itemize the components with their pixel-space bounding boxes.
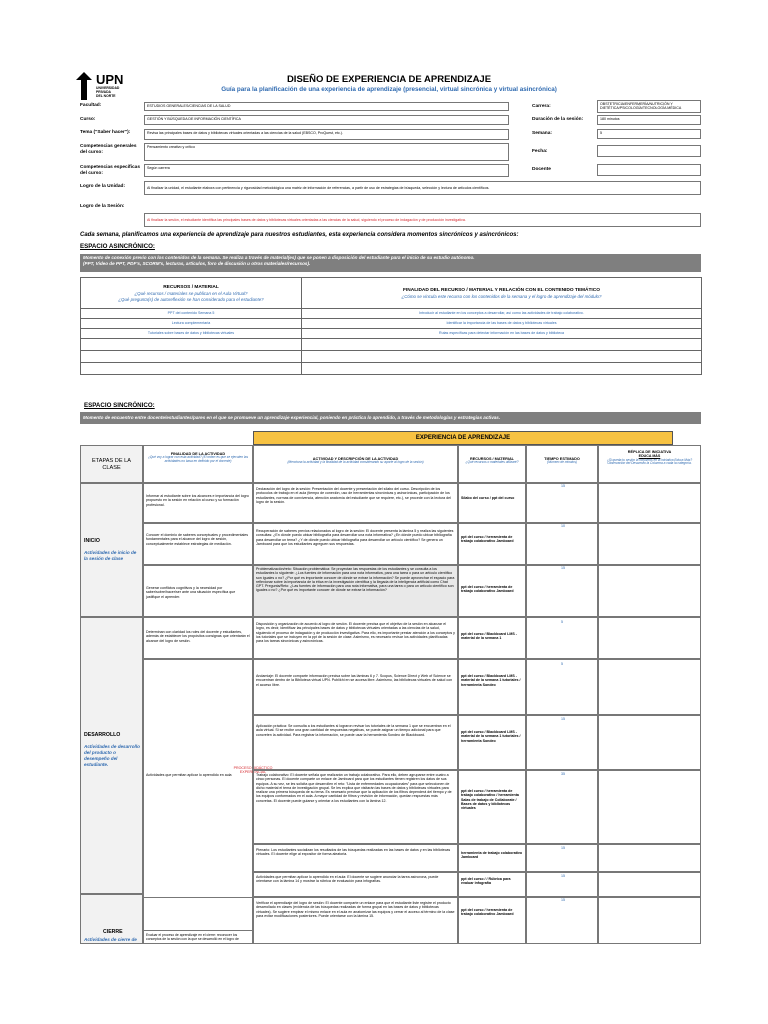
- asinc-recurso-2: Lectura complementaria: [81, 319, 302, 329]
- replica-header-sub: EDUCA MÁS: [638, 454, 661, 459]
- etapas-header: ETAPAS DE LA CLASE: [80, 445, 143, 483]
- comp-gen-label: Competencias generales del curso:: [80, 144, 137, 155]
- asinc-recurso-1: PPT del contenido Semana 5: [81, 309, 302, 319]
- recursos-header: [458, 445, 526, 483]
- tiempo-header: [526, 445, 598, 483]
- tema-label: Tema ("Saber hacer"):: [80, 130, 131, 135]
- replica-header-title: RÉPLICA DE INICIATIVA: [627, 450, 672, 454]
- row8-recursos: herramienta de trabajo colaborativo Jamboard: [458, 844, 526, 872]
- asinc-finalidad-3: Rutas específicas para detectar información en las bases de datos y biblioteca: [302, 329, 702, 339]
- docente-label: Docente: [532, 167, 551, 172]
- asinc-finalidad-5: [302, 351, 702, 363]
- cierre-label: CIERRE: [103, 929, 123, 935]
- cierre-sub: Actividades de cierre de: [84, 937, 137, 942]
- row6-recursos: ppt del curso / Blackboard LMS - material de la semana 1 tutoriales / herramienta Sondeo: [458, 715, 526, 770]
- row9-actividad: Actividades que permitan aplicar lo aprendido en el aula: El docente se sugiere anunciar la tarea asíncrona, puede orientarse con la lámina 14 y mostrar la rúbrica de evaluación para infografías.: [253, 872, 458, 897]
- asinc-finalidad-2: Identificar la importancia de las bases de datos y bibliotecas virtuales: [302, 319, 702, 329]
- asinc-finalidad-6: [302, 363, 702, 375]
- row6-finalidad: Actividades que permitan aplicar lo aprendido en aula: [146, 773, 232, 777]
- semana-field[interactable]: 5: [597, 129, 701, 139]
- row8-replica[interactable]: [598, 844, 701, 872]
- row2-finalidad: Conocer el dominio de saberes conceptuales y procedimentales fundamentales para el alcance del logro de sesión, conceptualmente establece estrategias de mediación.: [143, 523, 253, 565]
- finalidad-header: [143, 445, 253, 483]
- row2-replica[interactable]: [598, 523, 701, 565]
- row1-tiempo: 15: [561, 484, 565, 488]
- intro-text: Cada semana, planificamos una experiencia de aprendizaje para nuestros estudiantes, esta experiencia considera momentos sincrónicos y asincrónicos:: [80, 232, 519, 238]
- docente-field[interactable]: [597, 164, 701, 176]
- logro-unidad-label: Logro de la Unidad:: [80, 184, 126, 189]
- replica-header: [598, 445, 701, 483]
- row1-finalidad: Informar al estudiante sobre los alcances e importancia del logro propuesto en la sesión en relación al curso y su formación profesional.: [143, 483, 253, 523]
- comp-esp-field[interactable]: Según carrera: [144, 164, 509, 177]
- sinc-band: Momento de encuentro entre docente/estudiantes/pares en el que se promueve un aprendizaje experiencial, poniendo en práctica lo aprendido, a través de metodologías y estrategias activas.: [80, 412, 701, 424]
- row10-finalidad: Evaluar el proceso de aprendizaje en el cierre: reconocer los conceptos de la sesión con la que se desarrolló en el logro de: [143, 897, 253, 944]
- row1-actividad: Declaración del logro de la sesión: Presentación del docente y presentación del sílabo del curso. Descripción de los protocolos de trabajo en el aula (tiempo de conexión, uso de herramientas sincrónicas y asincrónicas, participación de los estudiantes, normas de convivencia, atención anatomía del estudiante que se requiere, etc.), se procede con la lectura del logro de la sesión.: [253, 483, 458, 523]
- row7-tiempo: 35: [561, 772, 565, 776]
- facultad-label: Facultad:: [80, 103, 102, 108]
- actividad-header: [253, 445, 458, 483]
- carrera-label: Carrera:: [532, 104, 551, 109]
- experiencia-header: EXPERIENCIA DE APRENDIZAJE: [253, 431, 673, 445]
- tiempo-header-title: TIEMPO ESTIMADO: [544, 457, 580, 461]
- fecha-field[interactable]: [597, 145, 701, 157]
- inicio-label: INICIO: [84, 538, 100, 544]
- curso-label: Curso:: [80, 117, 96, 122]
- asinc-band: [80, 254, 701, 272]
- row4-tiempo-cell[interactable]: [526, 617, 598, 659]
- logro-sesion-label: Logro de la Sesión:: [80, 204, 125, 209]
- asinc-title: ESPACIO ASINCRÓNICO:: [80, 243, 155, 250]
- row10-tiempo-cell[interactable]: [526, 897, 598, 944]
- inicio-sub: Actividades de inicio de la sesión de clase: [84, 550, 137, 561]
- row10-tiempo: 15: [561, 898, 565, 902]
- row9-tiempo-cell[interactable]: [526, 872, 598, 897]
- asinc-col1-q1: ¿Qué recursos / materiales se publican en el Aula Virtual?: [134, 290, 248, 296]
- row7-replica[interactable]: [598, 770, 701, 844]
- row7-actividad: Trabajo colaborativo: El docente señala que realizarán un trabajo colaborativo. Para ello, deben agruparse entre cuatro a cinco personas. El docente comparte un enlace de Jamboard para que los estudiantes tienen registren los datos de sus equipos. A su vez, se les solicita que desarrollen el reto: "Lista de enfermedades ocupacionales" para que seleccionen de dicho material el tema de investigación grupal. Se les explica que visitarán las bases de datos y bibliotecas virtuales para realizar una primera búsqueda de su tema. Es necesario precisar que la aplicación de los filtros dependerá del tiempo y de los equipos conformados en el aula. A mayor cantidad de filtros y revisión de información, quedan respuestas más concretas. El docente puede guiarse y orientar a los estudiantes con la lámina 12.: [253, 770, 458, 844]
- replica-header-sub2: ¿Si queda tu sesión la incluimos en la iniciativa Educa Más? Observación del Desarrollo la Columna a cada la categoría.: [606, 457, 693, 466]
- asinc-col1-header: [81, 278, 302, 309]
- row3-replica[interactable]: [598, 565, 701, 617]
- row2-recursos: ppt del curso / herramienta de trabajo colaborativo Jamboard: [458, 523, 526, 565]
- row4-actividad: Disposición y organización de acuerdo al logro de sesión. El docente precisa que el objetivo de la sesión en alcanzar el logro, es decir, identificar las principales bases de datos y bibliotecas virtuales orientadas a las ciencias de la salud, siguiendo el proceso de indagación y de producción investigativa. Para ello, es importante prestar atención a los conceptos y los tutoriales que se incluyen en la ppt de la sesión de clase. Asimismo, es necesario revisar los actividades planificadas para los tareas sincrónicas y asincrónicas.: [253, 617, 458, 659]
- upn-logo: [74, 70, 134, 102]
- row7-tiempo-cell[interactable]: [526, 770, 598, 844]
- facultad-field[interactable]: ESTUDIOS GENERALES/CIENCIAS DE LA SALUD: [144, 102, 509, 111]
- tema-field[interactable]: Revisa las principales bases de datos y bibliotecas virtuales orientadas a las ciencias de la salud (EBSCO, ProQuest, etc.).: [144, 129, 509, 140]
- svg-text:PRIVADA: PRIVADA: [96, 90, 112, 94]
- logro-unidad-field[interactable]: Al finalizar la unidad, el estudiante elabora con pertinencia y rigurosidad metodológica una matriz de información de referencias, a partir de uso de estrategias de búsqueda, selección y lectura de artículos científicos.: [144, 181, 701, 195]
- desarrollo-sub: Actividades de desarrollo del producto o desempeño del estudiante.: [84, 744, 140, 767]
- row4-recursos: ppt del curso / Blackboard LMS - material de la semana 1: [458, 617, 526, 659]
- row8-tiempo: 15: [561, 846, 565, 850]
- row9-tiempo: 15: [561, 874, 565, 878]
- finalidad-header-sub: ¿Qué voy a lograr con esta actividad? (El orden es que se ejecuten las actividades no basa en definido por el docente): [147, 455, 249, 464]
- etapa-cierre: [80, 894, 143, 944]
- row9-replica[interactable]: [598, 872, 701, 897]
- asinc-finalidad-1: Introducir al estudiante en los conceptos a desarrollar, así como las actividades de trabajo colaborativo.: [302, 309, 702, 319]
- duracion-field[interactable]: 180 minutos: [597, 115, 701, 125]
- row3-tiempo-cell[interactable]: [526, 565, 598, 617]
- actividad-header-sub: (Menciona la actividad y la finalidad de la actividad considerando su aporte al logro de la sesión): [287, 460, 424, 465]
- row4-tiempo: 5: [561, 620, 563, 624]
- asinc-recurso-5: [81, 351, 302, 363]
- row4-finalidad: Determinan con claridad los roles del docente y estudiantes, además de establecer los propósitos consignas que orientarán el alcance del logro de sesión.: [143, 617, 253, 659]
- row2-tiempo: 10: [561, 524, 565, 528]
- svg-text:UPN: UPN: [96, 72, 124, 87]
- asinc-col2-q: ¿Cómo se vincula este recurso con los contenidos de la semana y el logro de aprendizaje del módulo?: [401, 293, 602, 299]
- row6-replica[interactable]: [598, 715, 701, 770]
- row6-actividad: Aplicación práctica: Se consulta a los estudiantes si lograron revisar los tutoriales de la semana 1 que se encuentran en el aula virtual. Si se recibe una gran cantidad de respuestas negativas, se puede asignar un tiempo adicional para que concreten la actividad. Para registrar la información, se puede usar la herramienta Sondeo de Blackboard.: [253, 715, 458, 770]
- recursos-header-title: RECURSOS / MATERIAL: [469, 457, 515, 461]
- actividad-header-title: ACTIVIDAD Y DESCRIPCIÓN DE LA ACTIVIDAD: [312, 457, 399, 461]
- row7-recursos: ppt del curso / herramienta de trabajo colaborativo / herramienta Salas de trabajo de Collaborate / Bases de datos y bibliotecas virtuales: [458, 770, 526, 844]
- row10-actividad: Verificar el aprendizaje del logro de sesión: El docente comparte un enlace para que el estudiante liste registre el producto desarrollado en clases (evidencia de las búsquedas realizadas de forma grupal en las bases de datos y bibliotecas virtuales). Se sugiere emplear el mismo enlace en el aula en anatomizar las equipos y cerrar el acceso al término de la clase para evitar modificaciones posteriores. Puede orientarse con la lámina 15.: [253, 897, 458, 944]
- row5-tiempo-cell[interactable]: [526, 659, 598, 715]
- row3-recursos: ppt del curso / herramienta de trabajo colaborativo Jamboard: [458, 565, 526, 617]
- etapa-desarrollo: [80, 617, 143, 894]
- etapa-inicio: [80, 483, 143, 617]
- row5-replica[interactable]: [598, 659, 701, 715]
- asinc-table: [80, 277, 702, 375]
- proceso-didactico-label: PROCESO DIDÁCTICO EXPERIENCIAL: [233, 766, 273, 775]
- asinc-recurso-6: [81, 363, 302, 375]
- semana-label: Semana:: [532, 131, 552, 136]
- asinc-col1-q2: ¿Qué pregunta(s) de autoreflexión se han considerado para el estudiante?: [118, 296, 264, 302]
- recursos-header-sub: ¿Qué recursos o materiales utilizaré?: [465, 460, 519, 465]
- row1-tiempo-cell[interactable]: [526, 483, 598, 523]
- row10-replica[interactable]: [598, 897, 701, 944]
- duracion-label: Duración de la sesión:: [532, 117, 584, 122]
- asinc-col1-head: RECURSOS / MATERIAL: [163, 284, 219, 290]
- row4-replica[interactable]: [598, 617, 701, 659]
- curso-field[interactable]: GESTIÓN Y BÚSQUEDA DE INFORMACIÓN CIENTÍFICA: [144, 115, 509, 125]
- document-subtitle: Guía para la planificación de una experiencia de aprendizaje (presencial, virtual sincrónica y virtual asincrónica): [221, 86, 557, 93]
- logro-sesion-field[interactable]: Al finalizar la sesión, el estudiante identifica las principales bases de datos y bibliotecas virtuales orientadas a las ciencias de la salud, siguiendo el proceso de indagación y de producción investigativa.: [144, 213, 701, 227]
- row1-recursos: Sílabo del curso / ppt del curso: [458, 483, 526, 523]
- row9-recursos: ppt del curso / / Rúbrica para evaluar infografía: [458, 872, 526, 897]
- asinc-recurso-4: [81, 339, 302, 351]
- fecha-label: Fecha:: [532, 149, 548, 154]
- row3-tiempo: 15: [561, 566, 565, 570]
- finalidad-header-title: FINALIDAD DE LA ACTIVIDAD: [170, 452, 226, 456]
- row2-actividad: Recuperación de saberes previos relacionados al logro de la sesión: El docente presenta la lámina 5 y realiza las siguientes consultas: ¿En dónde puedo ubicar bibliografía para desarrollar una nota informativa? ¿En dónde puedo ubicar bibliografía para desarrollar un tema? ¿Y de dónde puedo ubicar bibliografía para desarrollar un artículo científico? Se genera un Jamboard para que los estudiantes agreguen sus respuestas.: [253, 523, 458, 565]
- svg-text:UNIVERSIDAD: UNIVERSIDAD: [96, 86, 120, 90]
- upn-logo-icon: [74, 70, 134, 102]
- comp-gen-field[interactable]: Pensamiento creativo y crítico: [144, 143, 509, 161]
- svg-text:DEL NORTE: DEL NORTE: [96, 94, 116, 98]
- row2-tiempo-cell[interactable]: [526, 523, 598, 565]
- asinc-band-line-1: Momento de conexión previo con los contenidos de la semana. Se realiza a través de material(es) que se ponen a disposición del estudiante para el inicio de su estudio autónomo.: [83, 255, 475, 260]
- sinc-title: ESPACIO SINCRÓNICO:: [84, 402, 155, 409]
- row3-actividad: Problematización/reto: Situación problemática: Se proyectan las respuestas de los estudiantes y se consulta a los estudiantes lo siguiente: ¿Los fuentes de información para una nota informativa, para una tarea o para un artículo científico son iguales o no? ¿Por qué es importante conocer de dónde se extrae la información? Se puede aprovechar el espacio para reflexionar sobre la importancia de la ética en la investigación científica y la llegada de la inteligencia artificial como Chat GPT. Pregunta/Reto: ¿Las fuentes de información para una nota informativa, para una tarea o para un artículo científico son iguales o no? ¿Por qué es importante conocer de dónde se extrae la información?: [253, 565, 458, 617]
- row1-replica[interactable]: [598, 483, 701, 523]
- desarrollo-label: DESARROLLO: [84, 732, 121, 738]
- row5-recursos: ppt del curso / Blackboard LMS - material de la semana 1 tutoriales / herramienta Sondeo: [458, 659, 526, 715]
- row6-tiempo: 15: [561, 717, 565, 721]
- row8-actividad: Plenario: Los estudiantes socializan los resultados de las búsquedas realizadas en las bases de datos y en las bibliotecas virtuales. El docente elige al expositor de forma aleatoria.: [253, 844, 458, 872]
- comp-esp-label: Competencias específicas del curso:: [80, 165, 140, 176]
- row8-tiempo-cell[interactable]: [526, 844, 598, 872]
- row5-tiempo: 5: [561, 662, 563, 666]
- asinc-recurso-3: Tutoriales sobre bases de datos y bibliotecas virtuales: [81, 329, 302, 339]
- asinc-col2-header: [302, 278, 702, 309]
- tiempo-header-sub: (Número de minutos): [547, 460, 577, 465]
- asinc-col2-head: FINALIDAD DEL RECURSO / MATERIAL Y RELACIÓN CON EL CONTENIDO TEMÁTICO: [403, 287, 600, 293]
- row10-recursos: ppt del curso / herramienta de trabajo colaborativo Jamboard: [458, 897, 526, 944]
- row5-actividad: Andamiaje: El docente comparte información precisa sobre las láminas 6 y 7. Scopus, Science Direct y Web of Science se encuentran dentro de la Biblioteca virtual UPN. Publíkhi en se accesa libre. Asimismo, las bibliotecas virtuales de salud con el acceso libre.: [253, 659, 458, 715]
- row3-finalidad: Generar conflictos cognitivos y la necesidad por saber/sobre/hacer/ser ante una situación específica que justifique el aprender.: [143, 565, 253, 617]
- document-title: DISEÑO DE EXPERIENCIA DE APRENDIZAJE: [286, 74, 492, 85]
- row6-tiempo-cell[interactable]: [526, 715, 598, 770]
- finalidad-desarrollo: [143, 659, 253, 931]
- carrera-field[interactable]: OBSTETRICIA/ENFERMERÍA/NUTRICIÓN Y DIETÉTICA/PSICOLOGÍA/TECNOLOGÍA MÉDICA: [597, 100, 701, 113]
- asinc-band-line-2: (PPT, Video de PPT, PDF's, SCORM's, lecturas, artículos, foro de discusión u otros materiales/recursos).: [83, 261, 311, 267]
- asinc-finalidad-4: [302, 339, 702, 351]
